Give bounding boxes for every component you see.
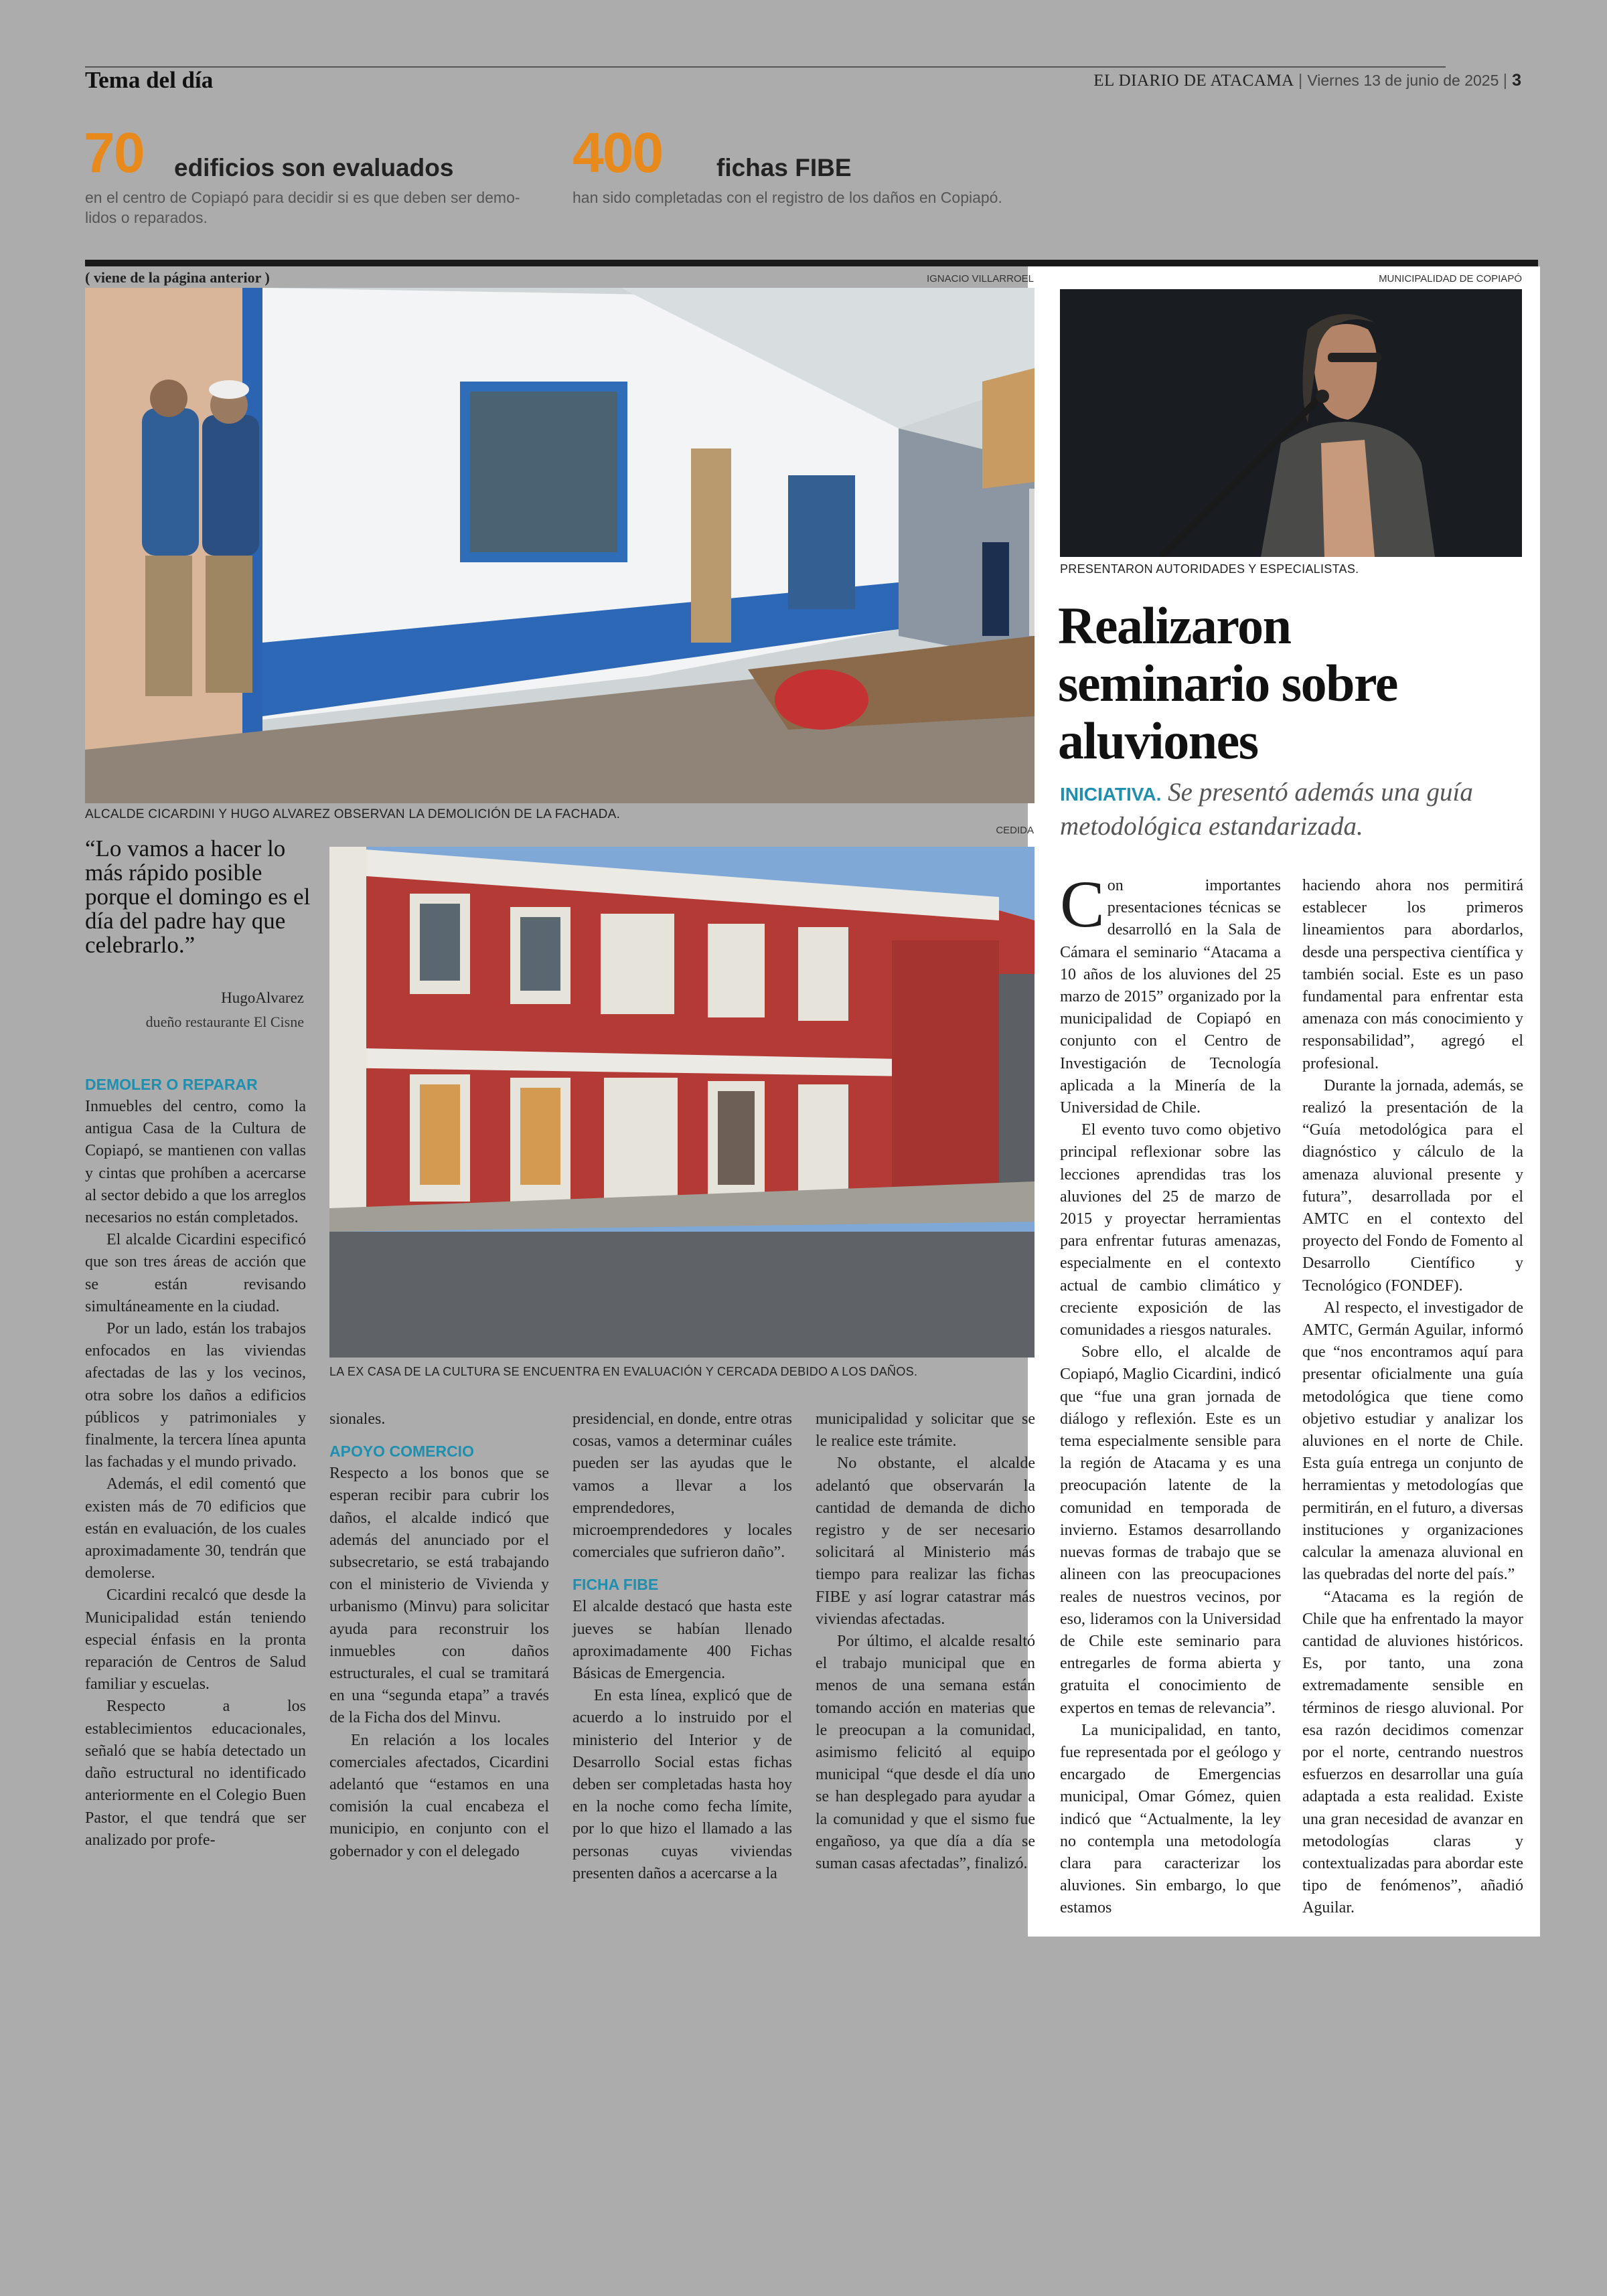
subhead-demoler: DEMOLER O REPARAR <box>85 1076 258 1093</box>
side-headline: Realizaron seminario sobre aluviones <box>1058 596 1397 770</box>
pull-quote: “Lo vamos a hacer lo más rápido posible porque el domingo es el día del padre hay que celebrarlo.” <box>85 835 311 958</box>
quote-role: dueño restaurante El Cisne <box>145 1013 304 1030</box>
issue-date: Viernes 13 de junio de 2025 <box>1307 72 1499 89</box>
main-column-4: municipalidad y solicitar que se le realice este trámite. No obstante, el alcalde adelantó que observarán la cantidad de demanda de dicho registro y de ser necesario solicitará al Ministerio más tiempo para realizar las fichas FIBE y así lograr catastrar más viviendas afectadas. Por último, el alcalde resaltó el trabajo municipal que en menos de una semana están tomando acción en materias que le preocupan a la comunidad, asimismo felicitó al equipo municipal “que desde el día uno se han desplegado para ayudar a la comunidad y que el sismo fue engañoso, ya que día a día se suman casas afectadas”, finalizó. <box>816 1410 1035 1873</box>
paper-name: EL DIARIO DE ATACAMA <box>1093 72 1294 90</box>
side-kicker: INICIATIVA. <box>1060 784 1162 805</box>
masthead-line: EL DIARIO DE ATACAMA | Viernes 13 de junio de 2025 | 3 <box>1093 71 1521 90</box>
subhead-apoyo: APOYO COMERCIO <box>329 1443 474 1461</box>
main-column-2: sionales. APOYO COMERCIO Respecto a los bonos que se esperan recibir para cubrir los daños, el alcalde indicó que además del anunciado por el subsecretario, se está trabajando con el ministerio de Vivienda y urbanismo (Minvu) para solicitar ayuda para reconstruir los inmuebles con daños estructurales, el cual se tramitará en una “segunda etapa” a través de la Ficha dos del Minvu. En relación a los locales comerciales afectados, Cicardini adelantó que “estamos en una comisión la cual encabeza el municipio, en conjunto con el gobernador y con el delegado <box>329 1410 549 1860</box>
stat-number-70: 70 <box>84 121 144 184</box>
main-column-3: presidencial, en donde, entre otras cosas, vamos a determinar cuáles pueden ser las ayudas que le vamos a llevar a los emprendedores, microemprendedores y locales comerciales que sufrieron daño”. FICHA FIBE El alcalde destacó que hasta este jueves se habían llenado aproximadamente 400 Fichas Básicas de Emergencia. En esta línea, explicó que de acuerdo a lo instruido por el ministerio del Interior y de Desarrollo Social estas fichas deben ser completadas hasta hoy en la noche como fecha límite, por lo que hizo el llamado a las personas cuyas viviendas presenten daños a acercarse a la <box>572 1410 792 1882</box>
photo1-credit: IGNACIO VILLARROEL <box>926 273 1034 284</box>
stat-title-400: fichas FIBE <box>716 154 852 181</box>
photo1-caption: ALCALDE CICARDINI Y HUGO ALVAREZ OBSERVAN LA DEMOLICIÓN DE LA FACHADA. <box>85 807 621 821</box>
main-column-1: DEMOLER O REPARAR Inmuebles del centro, como la antigua Casa de la Cultura de Copiapó, se mantienen con vallas y cintas que prohíben a acercarse al sector debido a que los arreglos necesarios no están completados. El alcalde Cicardini especificó que son tres áreas de acción que se están revisando simultáneamente en la ciudad. Por un lado, están los trabajos enfocados en las viviendas afectadas de las y los vecinos, otra sobre los daños a edificios públicos y patrimoniales y finalmente, la tercera línea apunta las fachadas y el mundo privado. Además, el edil comentó que existen más de 70 edificios que están en evaluación, de los cuales aproximadamente 30, tendrán que demolerse. Cicardini recalcó que desde la Municipalidad están teniendo especial énfasis en la pronta reparación de Centros de Salud familiar y escuelas. Respecto a los establecimientos educacionales, señaló que se había detectado un daño estructural no identificado anteriormente en el Colegio Buen Pastor, el que tendrá que ser analizado por profe- <box>85 1073 306 1852</box>
photo-demolition <box>85 288 1035 803</box>
continued-note: ( viene de la página anterior ) <box>85 269 270 286</box>
stat-number-400: 400 <box>572 121 663 184</box>
side-photo-caption: PRESENTARON AUTORIDADES Y ESPECIALISTAS. <box>1060 562 1359 576</box>
stat-desc-400: han sido completadas con el registro de los daños en Copiapó. <box>572 189 1002 206</box>
stat-title-70: edificios son evaluados <box>174 154 454 181</box>
page-number: 3 <box>1512 71 1521 90</box>
section-label: Tema del día <box>85 67 214 93</box>
photo2-credit: CEDIDA <box>996 825 1034 836</box>
photo-seminario-speaker <box>1060 289 1522 557</box>
side-photo-credit: MUNICIPALIDAD DE COPIAPÓ <box>1379 273 1522 284</box>
header-rule <box>85 66 1446 68</box>
section-rule <box>85 260 1538 266</box>
side-column-2: haciendo ahora nos permitirá establecer los primeros lineamientos para abordarlos, desde una perspectiva científica y también social. Este es un paso fundamental para enfrentar esta amenaza con más conocimiento y responsabilidad”, agregó el profesional. Durante la jornada, además, se realizó la presentación de la “Guía metodológica para el diagnóstico y cálculo de la amenaza aluvional presente y futura”, desarrollada por el AMTC en el contexto del proyecto del Fondo de Fomento al Desarrollo Científico y Tecnológico (FONDEF). Al respecto, el investigador de AMTC, Germán Aguilar, informó que “nos encontramos aquí para presentar oficialmente una guía metodológica que tiene como objetivo estudiar y analizar los aluviones en el norte de Chile. Esta guía entrega un conjunto de herramientas y metodologías que permitirán, en el futuro, a diversas instituciones y organizaciones calcular la amenaza aluvional en las quebradas del norte del país.” “Atacama es la región de Chile que ha enfrentado la mayor cantidad de aluviones históricos. Es, por tanto, una zona extremadamente sensible en términos de riesgo aluvional. Por esa razón decidimos comenzar por el norte, centrando nuestros esfuerzos en desarrollar una guía adaptada a esta realidad. Existe una gran necesidad de avanzar en metodologías claras y contextualizadas para abordar este tipo de fenómenos”, añadió Aguilar. <box>1302 877 1523 1917</box>
side-column-1: Con importantes presentaciones técnicas se desarrolló en la Sala de Cámara el seminario “Atacama a 10 años de los aluviones del 25 marzo de 2015” organizado por la municipalidad de Copiapó en conjunto con el Centro de Investigación de Tecnología aplicada a la Minería de la Universidad de Chile. El evento tuvo como objetivo principal reflexionar sobre las lecciones aprendidas tras los aluviones del 25 de marzo de 2015 y proyectar herramientas para enfrentar futuras amenazas, especialmente en el contexto actual de cambio climático y creciente exposición de las comunidades a riesgos naturales. Sobre ello, el alcalde de Copiapó, Maglio Cicardini, indicó que “fue una gran jornada de diálogo y reflexión. Este es un tema especialmente sensible para la región de Atacama y es una preocupación latente de la comunidad en temporada de invierno. Estamos desarrollando nuevas formas de trabajo que se alineen con las preocupaciones reales de nuestros vecinos, por eso, lideramos con la Universidad de Chile este seminario para entregarles de forma abierta y gratuita el conocimiento de expertos en temas de relevancia”. La municipalidad, en tanto, fue representada por el geólogo y encargado de Emergencias municipal, Omar Gómez, quien indicó que “Actualmente, la ley no contempla una metodología clara para caracterizar los aluviones. Sin embargo, lo que estamos <box>1060 867 1281 1917</box>
photo-casa-cultura <box>329 847 1035 1358</box>
side-deck: INICIATIVA. Se presentó además una guía metodológica estandarizada. <box>1060 778 1473 841</box>
quote-author: HugoAlvarez <box>221 989 304 1006</box>
stat-desc-70: en el centro de Copiapó para decidir si es que deben ser demo- lidos o reparados. <box>85 189 520 226</box>
subhead-ficha: FICHA FIBE <box>572 1576 659 1594</box>
dropcap: C <box>1060 867 1105 941</box>
photo2-caption: LA EX CASA DE LA CULTURA SE ENCUENTRA EN EVALUACIÓN Y CERCADA DEBIDO A LOS DAÑOS. <box>329 1365 918 1378</box>
